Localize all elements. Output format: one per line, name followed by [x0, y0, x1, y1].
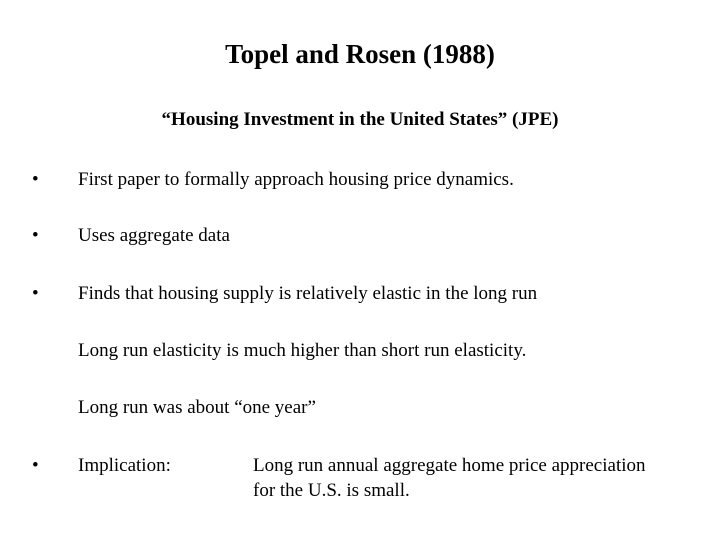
bullet-marker: • — [32, 169, 39, 190]
implication-label: Implication: — [78, 455, 171, 476]
note-2: Long run was about “one year” — [78, 397, 316, 418]
slide-subtitle: “Housing Investment in the United States” (JPE) — [161, 109, 559, 130]
bullet-point-3: Finds that housing supply is relatively elastic in the long run — [78, 283, 538, 304]
slide-title: Topel and Rosen (1988) — [225, 39, 495, 69]
note-1: Long run elasticity is much higher than short run elasticity. — [78, 340, 527, 361]
implication-line-1: Long run annual aggregate home price appreciation — [253, 455, 646, 476]
bullet-marker: • — [32, 455, 39, 476]
bullet-point-2: Uses aggregate data — [78, 225, 230, 246]
bullet-marker: • — [32, 283, 39, 304]
bullet-point-1: First paper to formally approach housing price dynamics. — [78, 169, 514, 190]
bullet-marker: • — [32, 225, 39, 246]
implication-line-2: for the U.S. is small. — [253, 480, 410, 501]
